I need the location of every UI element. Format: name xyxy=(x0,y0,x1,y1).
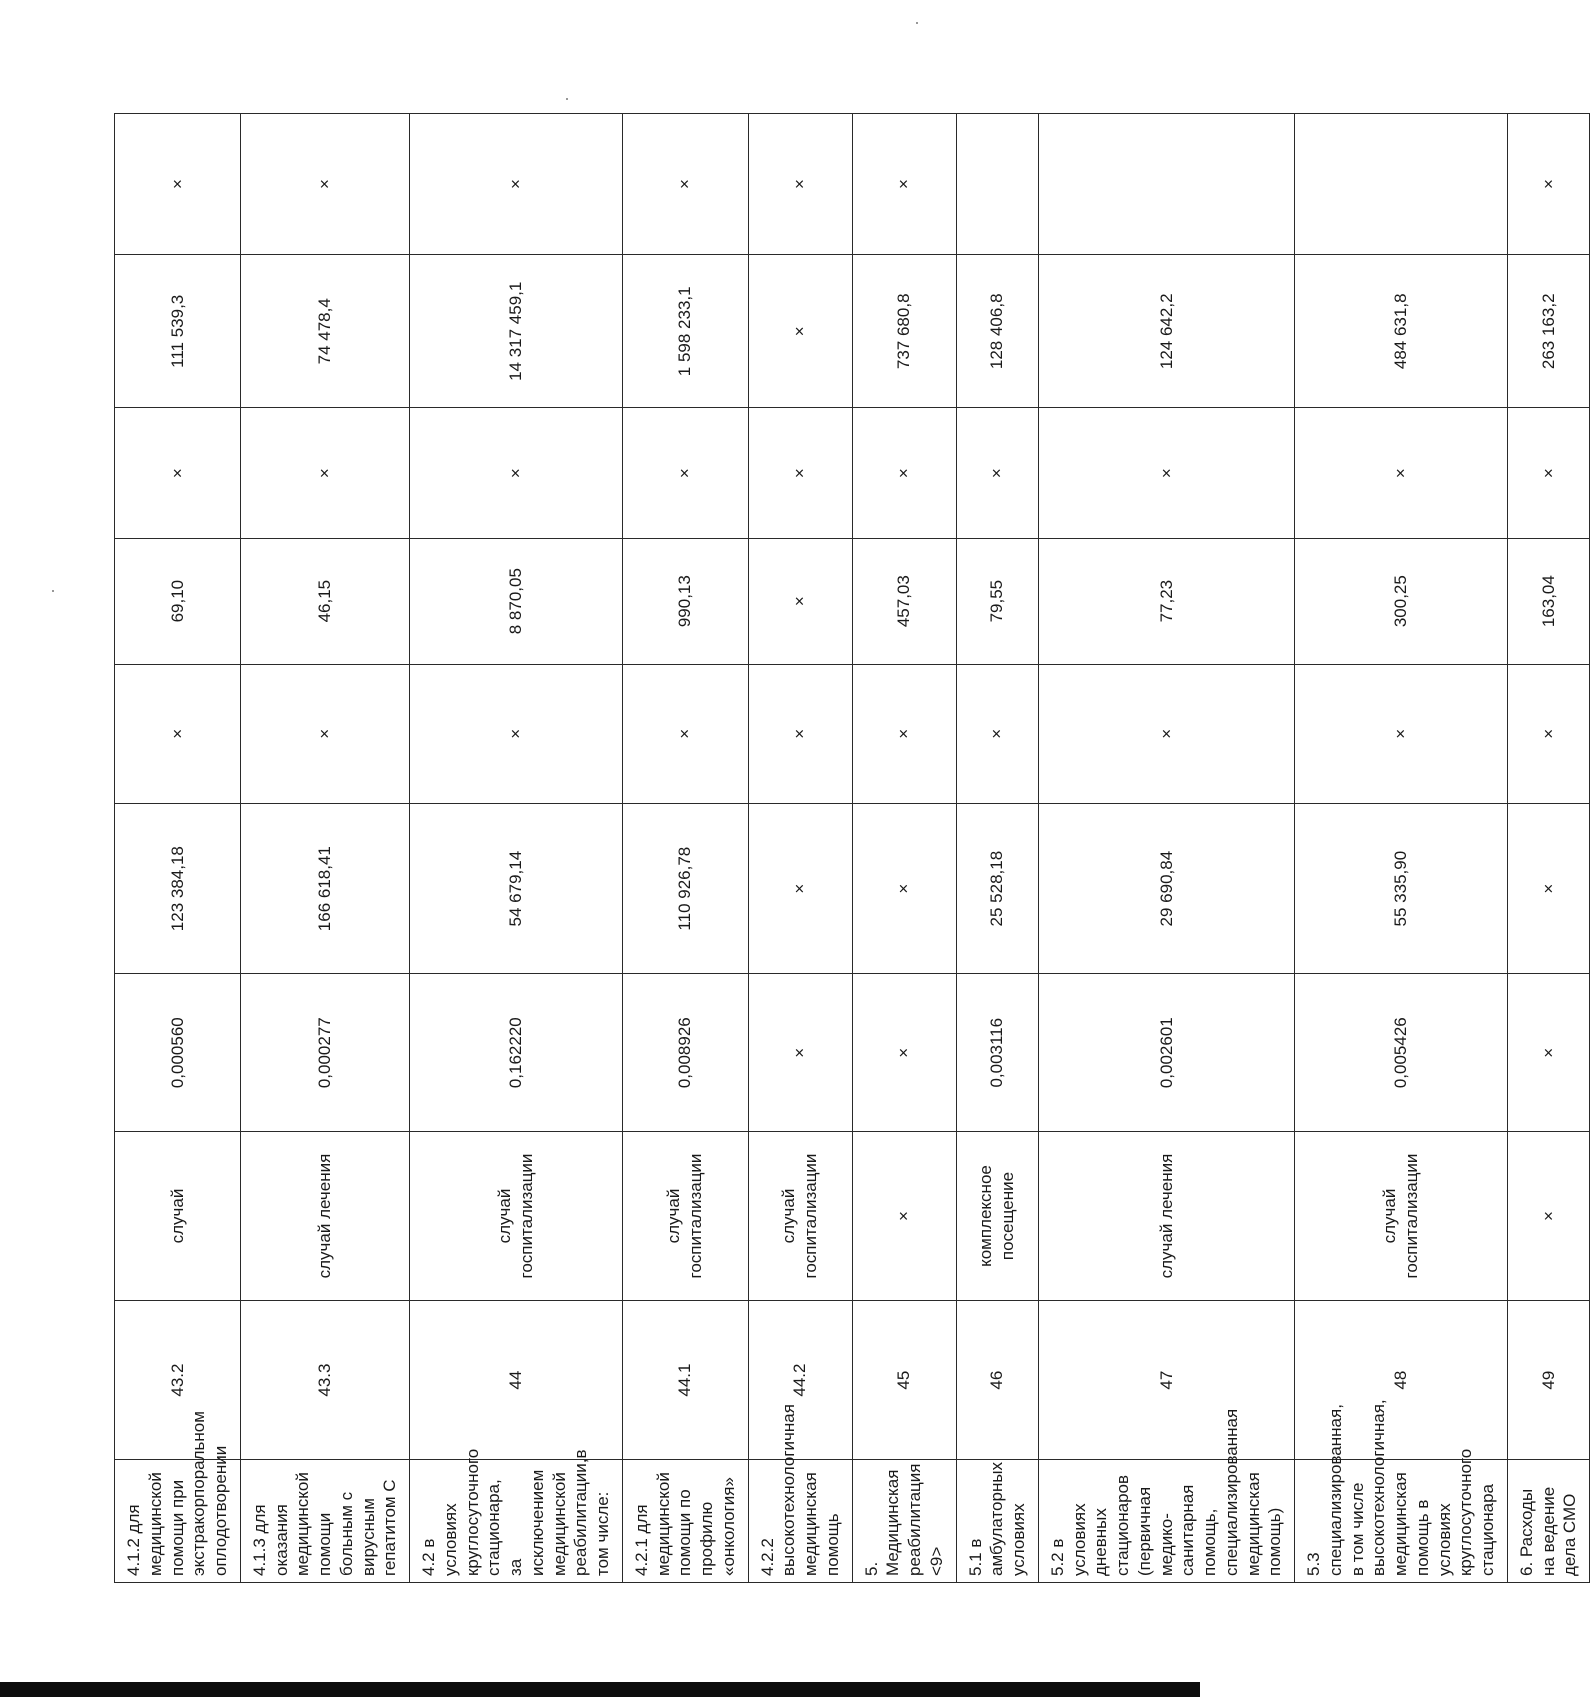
table-cell-c10: × xyxy=(622,114,748,255)
table-cell-line: 45 xyxy=(852,1300,956,1459)
table-cell-cost: 55 335,90 xyxy=(1295,804,1508,974)
table-cell-c9: × xyxy=(748,255,852,408)
table-cell-unit: × xyxy=(1507,1132,1589,1301)
rotated-table-container xyxy=(114,113,1580,1583)
table-cell-c10: × xyxy=(748,114,852,255)
table-cell-c7: 990,13 xyxy=(622,538,748,664)
table-cell-c7: 457,03 xyxy=(852,538,956,664)
table-cell-cost: 25 528,18 xyxy=(956,804,1038,974)
table-cell-c8: × xyxy=(956,408,1038,538)
table-cell-unit: случай лечения xyxy=(1038,1132,1294,1301)
table-cell-c6: × xyxy=(956,664,1038,804)
table-cell-line: 43.3 xyxy=(240,1300,409,1459)
table-cell-name: 5.1 в амбулаторных условиях xyxy=(956,1460,1038,1583)
table-cell-c6: × xyxy=(115,664,241,804)
table-body xyxy=(115,114,1590,1583)
table-row xyxy=(115,114,241,1583)
table-cell-c10 xyxy=(1295,114,1508,255)
table-cell-name: 5.2 в условиях дневных стационаров (первичная медико-санитарная помощь, специализированная медицинская помощь) xyxy=(1038,1460,1294,1583)
scan-speck xyxy=(52,590,54,592)
table-cell-name: 4.2 в условиях круглосуточного стационара, за исключением медицинской реабилитации,в том числе: xyxy=(410,1460,623,1583)
table-cell-c9: 1 598 233,1 xyxy=(622,255,748,408)
table-cell-volume: 0,002601 xyxy=(1038,974,1294,1132)
table-cell-c10 xyxy=(1038,114,1294,255)
table-cell-cost: × xyxy=(748,804,852,974)
table-row xyxy=(410,114,623,1583)
table-cell-c9: 263 163,2 xyxy=(1507,255,1589,408)
table-cell-unit: случай лечения xyxy=(240,1132,409,1301)
table-cell-unit: случай госпитализации xyxy=(748,1132,852,1301)
table-cell-c8: × xyxy=(1507,408,1589,538)
table-cell-volume: 0,005426 xyxy=(1295,974,1508,1132)
table-row xyxy=(852,114,956,1583)
table-cell-name: 4.2.2 высокотехнологичная медицинская помощь xyxy=(748,1460,852,1583)
table-cell-c10: × xyxy=(410,114,623,255)
table-row xyxy=(240,114,409,1583)
table-row xyxy=(748,114,852,1583)
table-cell-c9: 124 642,2 xyxy=(1038,255,1294,408)
table-cell-volume: × xyxy=(748,974,852,1132)
scan-speck xyxy=(916,22,918,24)
table-cell-cost: 110 926,78 xyxy=(622,804,748,974)
table-cell-c8: × xyxy=(1295,408,1508,538)
table-cell-unit: случай xyxy=(115,1132,241,1301)
table-cell-c7: × xyxy=(748,538,852,664)
table-cell-c6: × xyxy=(1507,664,1589,804)
table-cell-c7: 69,10 xyxy=(115,538,241,664)
table-cell-volume: 0,162220 xyxy=(410,974,623,1132)
table-row xyxy=(1507,114,1589,1583)
table-cell-line: 49 xyxy=(1507,1300,1589,1459)
table-cell-cost: 123 384,18 xyxy=(115,804,241,974)
table-cell-volume: 0,003116 xyxy=(956,974,1038,1132)
table-cell-c8: × xyxy=(115,408,241,538)
table-cell-c9: 484 631,8 xyxy=(1295,255,1508,408)
table-cell-c9: 111 539,3 xyxy=(115,255,241,408)
table-cell-c10: × xyxy=(1507,114,1589,255)
table-cell-c6: × xyxy=(748,664,852,804)
table-cell-c6: × xyxy=(622,664,748,804)
table-cell-c7: 77,23 xyxy=(1038,538,1294,664)
table-cell-c9: 14 317 459,1 xyxy=(410,255,623,408)
table-cell-c7: 46,15 xyxy=(240,538,409,664)
table-cell-name: 5. Медицинская реабилитация <9> xyxy=(852,1460,956,1583)
table-cell-c8: × xyxy=(410,408,623,538)
table-cell-c6: × xyxy=(1038,664,1294,804)
table-cell-line: 44.2 xyxy=(748,1300,852,1459)
table-cell-c7: 163,04 xyxy=(1507,538,1589,664)
table-cell-c7: 79,55 xyxy=(956,538,1038,664)
table-cell-c10 xyxy=(956,114,1038,255)
table-cell-cost: × xyxy=(1507,804,1589,974)
table-cell-name: 5.3 специализированная, в том числе высокотехнологичная, медицинская помощь в условиях круглосуточного стационара xyxy=(1295,1460,1508,1583)
scan-bottom-edge xyxy=(0,1682,1200,1697)
table-cell-line: 44 xyxy=(410,1300,623,1459)
table-cell-c10: × xyxy=(240,114,409,255)
table-cell-c6: × xyxy=(240,664,409,804)
table-cell-c6: × xyxy=(852,664,956,804)
table-cell-c10: × xyxy=(115,114,241,255)
table-row xyxy=(1038,114,1294,1583)
table-cell-name: 4.1.2 для медицинской помощи при экстракорпоральном оплодотворении xyxy=(115,1460,241,1583)
table-cell-c10: × xyxy=(852,114,956,255)
table-cell-line: 44.1 xyxy=(622,1300,748,1459)
table-row xyxy=(1295,114,1508,1583)
table-cell-cost: × xyxy=(852,804,956,974)
table-cell-name: 6. Расходы на ведение дела СМО xyxy=(1507,1460,1589,1583)
table-cell-cost: 29 690,84 xyxy=(1038,804,1294,974)
table-row xyxy=(622,114,748,1583)
scan-speck xyxy=(566,98,568,100)
table-cell-c6: × xyxy=(410,664,623,804)
table-cell-c9: 737 680,8 xyxy=(852,255,956,408)
table-cell-unit: случай госпитализации xyxy=(410,1132,623,1301)
table-cell-c8: × xyxy=(622,408,748,538)
table-cell-line: 46 xyxy=(956,1300,1038,1459)
table-cell-name: 4.2.1 для медицинской помощи по профилю «онкология» xyxy=(622,1460,748,1583)
table-cell-unit: × xyxy=(852,1132,956,1301)
table-cell-name: 4.1.3 для оказания медицинской помощи больным с вирусным гепатитом С xyxy=(240,1460,409,1583)
table-cell-line: 48 xyxy=(1295,1300,1508,1459)
table-row xyxy=(956,114,1038,1583)
table-cell-c9: 128 406,8 xyxy=(956,255,1038,408)
table-cell-c8: × xyxy=(852,408,956,538)
table-cell-line: 43.2 xyxy=(115,1300,241,1459)
table-cell-volume: 0,008926 xyxy=(622,974,748,1132)
table-cell-c9: 74 478,4 xyxy=(240,255,409,408)
table-cell-volume: × xyxy=(1507,974,1589,1132)
table-cell-line: 47 xyxy=(1038,1300,1294,1459)
table-cell-c6: × xyxy=(1295,664,1508,804)
table-cell-c7: 300,25 xyxy=(1295,538,1508,664)
table-cell-volume: × xyxy=(852,974,956,1132)
table-cell-c8: × xyxy=(240,408,409,538)
table-cell-unit: случай госпитализации xyxy=(622,1132,748,1301)
table-cell-unit: комплексное посещение xyxy=(956,1132,1038,1301)
medical-care-table xyxy=(114,113,1590,1583)
table-cell-cost: 166 618,41 xyxy=(240,804,409,974)
table-cell-c8: × xyxy=(1038,408,1294,538)
table-cell-volume: 0,000560 xyxy=(115,974,241,1132)
table-cell-volume: 0,000277 xyxy=(240,974,409,1132)
table-cell-c7: 8 870,05 xyxy=(410,538,623,664)
table-cell-cost: 54 679,14 xyxy=(410,804,623,974)
table-cell-unit: случай госпитализации xyxy=(1295,1132,1508,1301)
table-cell-c8: × xyxy=(748,408,852,538)
